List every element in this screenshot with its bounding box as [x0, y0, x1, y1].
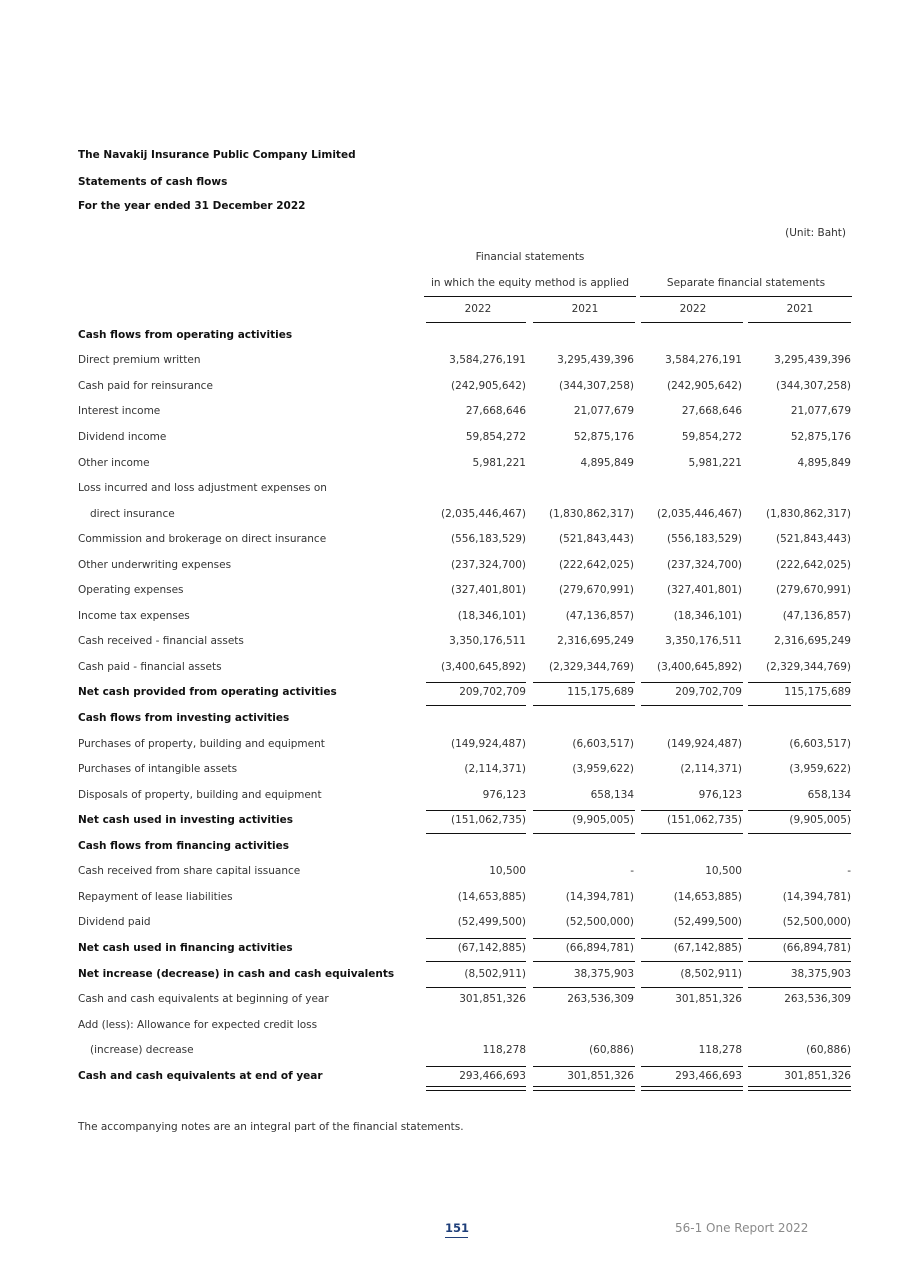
- row-label: Other income: [78, 457, 150, 469]
- subtotal-rule: [641, 705, 743, 706]
- subtotal-rule: [748, 1066, 851, 1067]
- row-value: 301,851,326: [459, 993, 526, 1005]
- table-row: [0, 789, 906, 807]
- page-number-underline: [445, 1237, 468, 1238]
- subtotal-rule: [748, 833, 851, 834]
- statement-title: Statements of cash flows: [78, 176, 228, 188]
- row-value: (2,035,446,467): [440, 508, 526, 520]
- row-value: (151,062,735): [667, 814, 742, 826]
- row-label: Dividend paid: [78, 916, 151, 928]
- row-label: Cash flows from financing activities: [78, 840, 289, 852]
- row-value: (222,642,025): [559, 559, 634, 571]
- row-label: Other underwriting expenses: [78, 559, 232, 571]
- row-value: 3,295,439,396: [774, 354, 851, 366]
- table-row: [0, 661, 906, 679]
- row-value: (279,670,991): [776, 584, 851, 596]
- subtotal-rule: [641, 961, 743, 962]
- table-row: [0, 712, 906, 730]
- row-label: Cash paid for reinsurance: [78, 380, 213, 392]
- row-value: 115,175,689: [567, 686, 634, 698]
- report-name: 56-1 One Report 2022: [675, 1221, 809, 1235]
- subtotal-rule: [748, 705, 851, 706]
- row-value: (556,183,529): [667, 533, 742, 545]
- row-value: 2,316,695,249: [557, 635, 634, 647]
- total-double-underline: [533, 1086, 635, 1091]
- table-row: [0, 993, 906, 1011]
- row-value: 59,854,272: [681, 431, 742, 443]
- row-label: Interest income: [78, 405, 161, 417]
- row-value: 263,536,309: [784, 993, 851, 1005]
- row-value: (52,500,000): [565, 916, 634, 928]
- row-value: (67,142,885): [673, 942, 742, 954]
- subtotal-rule: [533, 938, 635, 939]
- row-label: Cash flows from investing activities: [78, 712, 290, 724]
- subtotal-rule: [748, 961, 851, 962]
- row-value: (222,642,025): [776, 559, 851, 571]
- row-value: 52,875,176: [573, 431, 634, 443]
- row-value: 4,895,849: [580, 457, 634, 469]
- row-value: 263,536,309: [567, 993, 634, 1005]
- subtotal-rule: [641, 1066, 743, 1067]
- row-label: Purchases of property, building and equipment: [78, 738, 325, 750]
- page-number: 151: [445, 1221, 470, 1235]
- row-value: 301,851,326: [567, 1070, 634, 1082]
- subtotal-rule: [748, 987, 851, 988]
- row-value: 301,851,326: [784, 1070, 851, 1082]
- row-label: Income tax expenses: [78, 610, 190, 622]
- row-value: 301,851,326: [675, 993, 742, 1005]
- year-header-separate-2022: 2022: [679, 303, 707, 315]
- table-row: [0, 584, 906, 602]
- table-row: [0, 891, 906, 909]
- subtotal-rule: [426, 810, 526, 811]
- total-double-underline: [426, 1086, 526, 1091]
- table-row: [0, 840, 906, 858]
- table-row: [0, 942, 906, 960]
- row-value: 10,500: [705, 865, 742, 877]
- table-row: [0, 533, 906, 551]
- row-value: 21,077,679: [573, 405, 634, 417]
- row-value: 209,702,709: [675, 686, 742, 698]
- table-row: [0, 635, 906, 653]
- row-value: (14,394,781): [782, 891, 851, 903]
- row-value: (9,905,005): [789, 814, 851, 826]
- row-value: (3,400,645,892): [440, 661, 526, 673]
- subtotal-rule: [533, 1066, 635, 1067]
- table-row: [0, 865, 906, 883]
- subtotal-rule: [426, 705, 526, 706]
- row-label: Cash and cash equivalents at beginning of year: [78, 993, 329, 1005]
- row-value: 27,668,646: [465, 405, 526, 417]
- row-value: 293,466,693: [675, 1070, 742, 1082]
- row-label: Cash and cash equivalents at end of year: [78, 1070, 323, 1082]
- row-value: (3,400,645,892): [656, 661, 742, 673]
- row-value: 38,375,903: [573, 968, 634, 980]
- table-row: [0, 1044, 906, 1062]
- subtotal-rule: [426, 938, 526, 939]
- table-row: [0, 738, 906, 756]
- row-label: Cash received - financial assets: [78, 635, 244, 647]
- row-label: (increase) decrease: [90, 1044, 194, 1056]
- row-value: (521,843,443): [559, 533, 634, 545]
- table-row: [0, 814, 906, 832]
- subtotal-rule: [748, 682, 851, 683]
- row-value: (521,843,443): [776, 533, 851, 545]
- row-value: 10,500: [489, 865, 526, 877]
- subtotal-rule: [533, 987, 635, 988]
- row-value: (2,114,371): [680, 763, 742, 775]
- row-value: 3,350,176,511: [665, 635, 742, 647]
- year-header-equity-2022: 2022: [464, 303, 492, 315]
- row-value: 21,077,679: [790, 405, 851, 417]
- row-value: 3,584,276,191: [449, 354, 526, 366]
- subtotal-rule: [533, 682, 635, 683]
- row-value: (2,329,344,769): [765, 661, 851, 673]
- row-label: Net increase (decrease) in cash and cash equivalents: [78, 968, 395, 980]
- group-equity-line1: Financial statements: [475, 251, 585, 263]
- row-label: Repayment of lease liabilities: [78, 891, 233, 903]
- row-label: Purchases of intangible assets: [78, 763, 238, 775]
- row-label: Net cash provided from operating activities: [78, 686, 337, 698]
- subtotal-rule: [426, 682, 526, 683]
- table-row: [0, 508, 906, 526]
- row-value: 115,175,689: [784, 686, 851, 698]
- row-value: 209,702,709: [459, 686, 526, 698]
- row-value: 38,375,903: [790, 968, 851, 980]
- table-row: [0, 1019, 906, 1037]
- subtotal-rule: [426, 987, 526, 988]
- row-label: Cash received from share capital issuance: [78, 865, 301, 877]
- row-value: (66,894,781): [782, 942, 851, 954]
- row-label: Loss incurred and loss adjustment expenses on: [78, 482, 327, 494]
- row-value: (1,830,862,317): [548, 508, 634, 520]
- row-value: (344,307,258): [559, 380, 634, 392]
- row-value: (18,346,101): [673, 610, 742, 622]
- company-name: The Navakij Insurance Public Company Limited: [78, 149, 356, 161]
- footnote: The accompanying notes are an integral part of the financial statements.: [78, 1121, 464, 1133]
- table-row: [0, 916, 906, 934]
- subtotal-rule: [533, 705, 635, 706]
- subtotal-rule: [426, 833, 526, 834]
- row-label: Add (less): Allowance for expected credit loss: [78, 1019, 318, 1031]
- row-label: direct insurance: [90, 508, 175, 520]
- subtotal-rule: [641, 987, 743, 988]
- subtotal-rule: [533, 833, 635, 834]
- row-value: (9,905,005): [572, 814, 634, 826]
- table-row: [0, 354, 906, 372]
- row-value: (151,062,735): [451, 814, 526, 826]
- row-value: (60,886): [589, 1044, 634, 1056]
- row-value: 5,981,221: [688, 457, 742, 469]
- row-value: 59,854,272: [465, 431, 526, 443]
- row-value: (60,886): [806, 1044, 851, 1056]
- subtotal-rule: [426, 961, 526, 962]
- table-row: [0, 405, 906, 423]
- row-value: (2,114,371): [464, 763, 526, 775]
- table-row: [0, 431, 906, 449]
- row-value: (3,959,622): [789, 763, 851, 775]
- row-value: (279,670,991): [559, 584, 634, 596]
- row-value: (242,905,642): [667, 380, 742, 392]
- row-value: 52,875,176: [790, 431, 851, 443]
- row-value: (327,401,801): [667, 584, 742, 596]
- subtotal-rule: [748, 938, 851, 939]
- row-value: 118,278: [698, 1044, 742, 1056]
- row-value: (18,346,101): [457, 610, 526, 622]
- row-value: (47,136,857): [565, 610, 634, 622]
- row-label: Net cash used in financing activities: [78, 942, 293, 954]
- subtotal-rule: [426, 1066, 526, 1067]
- row-label: Dividend income: [78, 431, 167, 443]
- unit-label: (Unit: Baht): [785, 227, 846, 239]
- row-value: 976,123: [698, 789, 742, 801]
- total-double-underline: [641, 1086, 743, 1091]
- row-value: 658,134: [590, 789, 634, 801]
- row-value: 3,350,176,511: [449, 635, 526, 647]
- row-value: 5,981,221: [472, 457, 526, 469]
- table-row: [0, 686, 906, 704]
- row-value: 658,134: [807, 789, 851, 801]
- group-equity-line2: in which the equity method is applied: [430, 277, 630, 289]
- row-value: -: [630, 865, 634, 877]
- table-row: [0, 610, 906, 628]
- table-row: [0, 329, 906, 347]
- row-value: (8,502,911): [680, 968, 742, 980]
- subtotal-rule: [641, 833, 743, 834]
- year-header-separate-2021: 2021: [786, 303, 814, 315]
- row-value: (242,905,642): [451, 380, 526, 392]
- row-value: (149,924,487): [667, 738, 742, 750]
- row-label: Direct premium written: [78, 354, 201, 366]
- row-value: -: [847, 865, 851, 877]
- row-value: (8,502,911): [464, 968, 526, 980]
- table-row: [0, 559, 906, 577]
- row-label: Commission and brokerage on direct insurance: [78, 533, 327, 545]
- statement-period: For the year ended 31 December 2022: [78, 200, 306, 212]
- subtotal-rule: [641, 682, 743, 683]
- row-value: 976,123: [482, 789, 526, 801]
- row-label: Disposals of property, building and equipment: [78, 789, 322, 801]
- row-value: (327,401,801): [451, 584, 526, 596]
- row-value: (14,653,885): [673, 891, 742, 903]
- table-row: [0, 763, 906, 781]
- row-value: 3,584,276,191: [665, 354, 742, 366]
- table-row: [0, 457, 906, 475]
- row-value: (149,924,487): [451, 738, 526, 750]
- subtotal-rule: [641, 810, 743, 811]
- row-value: (3,959,622): [572, 763, 634, 775]
- row-value: 293,466,693: [459, 1070, 526, 1082]
- row-label: Net cash used in investing activities: [78, 814, 293, 826]
- row-value: (52,500,000): [782, 916, 851, 928]
- row-value: (237,324,700): [451, 559, 526, 571]
- row-value: (14,394,781): [565, 891, 634, 903]
- year-header-equity-2021: 2021: [571, 303, 599, 315]
- row-value: (6,603,517): [789, 738, 851, 750]
- row-label: Cash paid - financial assets: [78, 661, 222, 673]
- table-row: [0, 968, 906, 986]
- row-value: (52,499,500): [673, 916, 742, 928]
- row-value: (344,307,258): [776, 380, 851, 392]
- group-separate: Separate financial statements: [666, 277, 826, 289]
- row-value: 27,668,646: [681, 405, 742, 417]
- row-value: (66,894,781): [565, 942, 634, 954]
- row-value: 118,278: [482, 1044, 526, 1056]
- row-value: (52,499,500): [457, 916, 526, 928]
- row-value: (2,035,446,467): [656, 508, 742, 520]
- row-value: (14,653,885): [457, 891, 526, 903]
- row-value: (1,830,862,317): [765, 508, 851, 520]
- subtotal-rule: [533, 810, 635, 811]
- row-value: (556,183,529): [451, 533, 526, 545]
- row-value: (237,324,700): [667, 559, 742, 571]
- row-value: (2,329,344,769): [548, 661, 634, 673]
- row-value: (47,136,857): [782, 610, 851, 622]
- row-value: 4,895,849: [797, 457, 851, 469]
- row-label: Operating expenses: [78, 584, 184, 596]
- total-double-underline: [748, 1086, 851, 1091]
- table-row: [0, 482, 906, 500]
- row-value: 2,316,695,249: [774, 635, 851, 647]
- subtotal-rule: [641, 938, 743, 939]
- row-label: Cash flows from operating activities: [78, 329, 293, 341]
- row-value: (6,603,517): [572, 738, 634, 750]
- row-value: 3,295,439,396: [557, 354, 634, 366]
- row-value: (67,142,885): [457, 942, 526, 954]
- subtotal-rule: [533, 961, 635, 962]
- subtotal-rule: [748, 810, 851, 811]
- table-row: [0, 380, 906, 398]
